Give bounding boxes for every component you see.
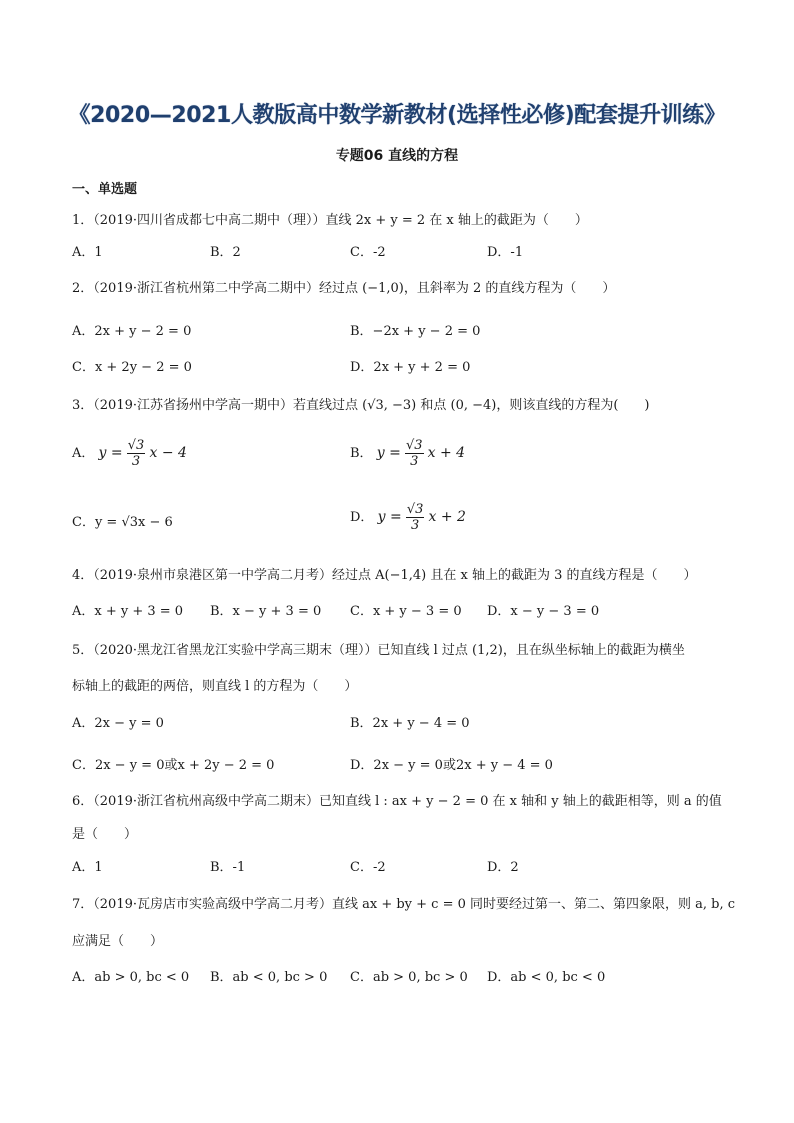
question-1-option-a: A．1 xyxy=(72,245,103,260)
question-2-option-c: C．x + 2y − 2 = 0 xyxy=(72,360,192,375)
fraction-denominator: 3 xyxy=(410,454,419,469)
fraction-numerator: √3 xyxy=(127,438,145,453)
question-7-stem-line-2: 应满足（ ） xyxy=(72,934,164,949)
question-4-option-b: B．x − y + 3 = 0 xyxy=(210,604,322,619)
fraction-numerator: √3 xyxy=(405,438,423,453)
question-5-option-b: B．2x + y − 4 = 0 xyxy=(350,716,470,731)
option-a-label: A． xyxy=(72,446,95,461)
question-6-option-d: D．2 xyxy=(487,860,519,875)
question-3-option-c: C．y = √3x − 6 xyxy=(72,515,173,530)
option-a-rhs: x − 4 xyxy=(149,445,187,461)
document-title: 《2020—2021人教版高中数学新教材(选择性必修)配套提升训练》 xyxy=(68,103,726,128)
fraction-denominator: 3 xyxy=(131,454,141,469)
question-7-stem-line-1: 7．（2019·瓦房店市实验高级中学高二月考）直线 ax + by + c = 0 同时要经过第一、第二、第四象限，则 a, b, c xyxy=(72,897,736,912)
fraction-numerator: √3 xyxy=(406,502,424,517)
question-2-option-a: A．2x + y − 2 = 0 xyxy=(72,324,192,339)
question-2-stem: 2．（2019·浙江省杭州第二中学高二期中）经过点 (−1,0)，且斜率为 2 的直线方程为（ ） xyxy=(72,281,616,296)
topic-subtitle: 专题06 直线的方程 xyxy=(335,148,459,164)
question-1-option-c: C．-2 xyxy=(350,245,386,260)
question-7-option-b: B．ab < 0, bc > 0 xyxy=(210,970,328,985)
option-a-lhs: y = xyxy=(98,445,123,461)
question-3-stem: 3．（2019·江苏省扬州中学高一期中）若直线过点 (√3, −3) 和点 (0, −4)，则该直线的方程为( ) xyxy=(72,398,650,413)
question-5-stem-line-2: 标轴上的截距的两倍，则直线 l 的方程为（ ） xyxy=(72,679,358,694)
section-heading: 一、单选题 xyxy=(72,182,138,197)
question-3-option-b xyxy=(350,438,465,469)
option-d-rhs: x + 2 xyxy=(428,509,466,525)
option-d-label: D． xyxy=(350,510,374,525)
question-4-option-a: A．x + y + 3 = 0 xyxy=(72,604,184,619)
fraction-denominator: 3 xyxy=(410,518,420,533)
question-6-option-c: C．-2 xyxy=(350,860,386,875)
option-b-rhs: x + 4 xyxy=(427,445,466,461)
question-7-option-a: A．ab > 0, bc < 0 xyxy=(72,970,190,985)
question-1-option-b: B．2 xyxy=(210,245,241,260)
question-6-stem-line-1: 6．（2019·浙江省杭州高级中学高二期末）已知直线 l : ax + y − 2 = 0 在 x 轴和 y 轴上的截距相等，则 a 的值 xyxy=(72,794,722,809)
option-d-lhs: y = xyxy=(377,509,402,525)
question-6-option-b: B．-1 xyxy=(210,860,246,875)
option-a-fraction xyxy=(127,438,146,469)
question-5-option-a: A．2x − y = 0 xyxy=(72,716,164,731)
question-7-option-c: C．ab > 0, bc > 0 xyxy=(350,970,468,985)
option-b-label: B． xyxy=(350,446,373,461)
question-1-option-d: D．-1 xyxy=(487,245,524,260)
question-5-stem-line-1: 5．（2020·黑龙江省黑龙江实验中学高三期末（理））已知直线 l 过点 (1,2)，且在纵坐标轴上的截距为横坐 xyxy=(72,643,685,658)
question-2-option-d: D．2x + y + 2 = 0 xyxy=(350,360,471,375)
question-5-option-c: C．2x − y = 0或x + 2y − 2 = 0 xyxy=(72,758,275,773)
question-1-stem: 1．（2019·四川省成都七中高二期中（理））直线 2x + y = 2 在 x 轴上的截距为（ ） xyxy=(72,213,588,228)
question-4-option-c: C．x + y − 3 = 0 xyxy=(350,604,462,619)
option-d-fraction xyxy=(406,502,425,533)
question-2-option-b: B．−2x + y − 2 = 0 xyxy=(350,324,481,339)
option-b-fraction xyxy=(405,438,424,469)
question-4-stem: 4．（2019·泉州市泉港区第一中学高二月考）经过点 A(−1,4) 且在 x 轴上的截距为 3 的直线方程是（ ） xyxy=(72,568,697,583)
question-6-stem-line-2: 是（ ） xyxy=(72,827,138,842)
question-5-option-d: D．2x − y = 0或2x + y − 4 = 0 xyxy=(350,758,553,773)
question-3-option-a xyxy=(72,438,187,469)
option-b-lhs: y = xyxy=(376,445,401,461)
question-4-option-d: D．x − y − 3 = 0 xyxy=(487,604,600,619)
question-3-option-d xyxy=(350,502,466,533)
question-7-option-d: D．ab < 0, bc < 0 xyxy=(487,970,606,985)
question-6-option-a: A．1 xyxy=(72,860,103,875)
